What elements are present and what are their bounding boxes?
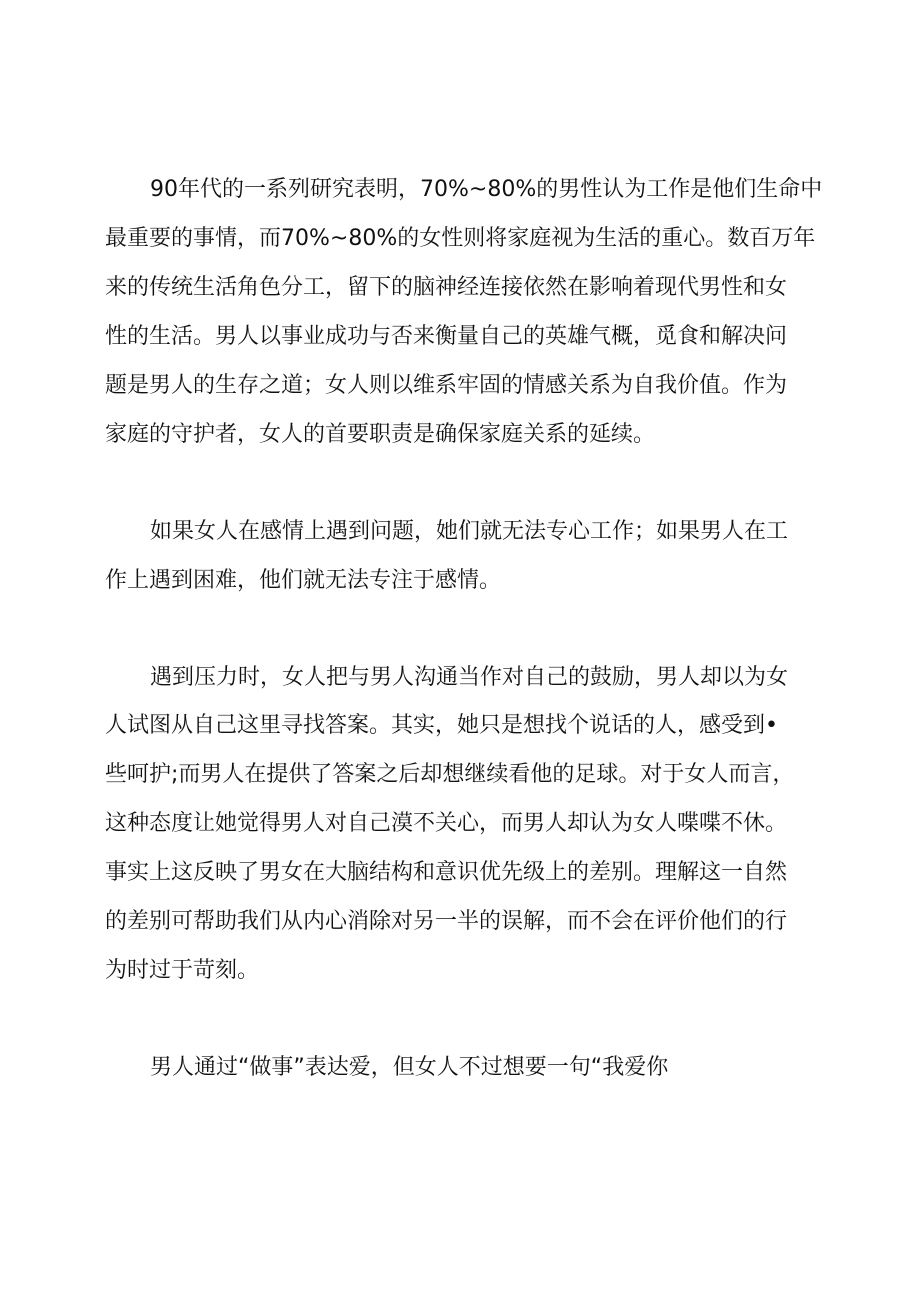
- paragraph-1-line-1: 90年代的一系列研究表明，70%~80%的男性认为工作是他们生命中: [150, 177, 823, 202]
- paragraph-3-line-1: 遇到压力时，女人把与男人沟通当作对自己的鼓励，男人却以为女: [150, 665, 789, 690]
- paragraph-1-line-3: 来的传统生活角色分工，留下的脑神经连接依然在影响着现代男性和女: [105, 275, 788, 300]
- paragraph-1-line-6: 家庭的守护者，女人的首要职责是确保家庭关系的延续。: [105, 422, 656, 447]
- paragraph-1-line-2: 最重要的事情，而70%~80%的女性则将家庭视为生活的重心。数百万年: [105, 226, 816, 251]
- paragraph-3-line-3: 些呵护;而男人在提供了答案之后却想继续看他的足球。对于女人而言，: [105, 762, 795, 787]
- paragraph-3-line-6: 的差别可帮助我们从内心消除对另一半的误解，而不会在评价他们的行: [105, 909, 788, 934]
- paragraph-3-line-5: 事实上这反映了男女在大脑结构和意识优先级上的差别。理解这一自然: [105, 860, 788, 885]
- paragraph-3-line-4: 这种态度让她觉得男人对自己漠不关心，而男人却认为女人喋喋不休。: [105, 811, 788, 836]
- paragraph-2-line-1: 如果女人在感情上遇到问题，她们就无法专心工作；如果男人在工: [150, 519, 789, 544]
- paragraph-1-line-4: 性的生活。男人以事业成功与否来衡量自己的英雄气概，觅食和解决问: [105, 324, 788, 349]
- paragraph-3-line-2: 人试图从自己这里寻找答案。其实，她只是想找个说话的人，感受到•: [105, 713, 778, 738]
- paragraph-2-line-2: 作上遇到困难，他们就无法专注于感情。: [105, 568, 502, 593]
- paragraph-1-line-5: 题是男人的生存之道；女人则以维系牢固的情感关系为自我价值。作为: [105, 373, 788, 398]
- paragraph-4-line-1: 男人通过“做事”表达爱，但女人不过想要一句“我爱你: [150, 1055, 669, 1080]
- paragraph-3-line-7: 为时过于苛刻。: [105, 958, 260, 983]
